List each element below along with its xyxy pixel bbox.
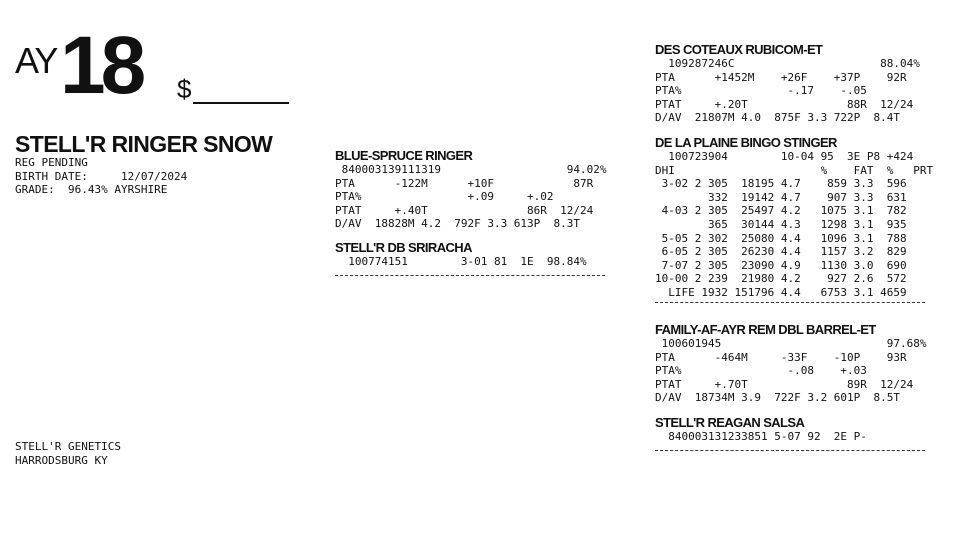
sire-of-sire-line: PTAT +.20T 88R 12/24 (655, 97, 914, 111)
consignor-block (15, 440, 121, 467)
sire-of-dam-line: PTA -464M -33F -10P 93R (655, 350, 907, 364)
sire-name: BLUE-SPRUCE RINGER (335, 148, 473, 163)
animal-info (15, 156, 187, 197)
sire-line: PTA -122M +10F 87R (335, 176, 594, 190)
lactation-row: 4-03 2 305 25497 4.2 1075 3.1 782 (655, 204, 907, 218)
lactation-row: 332 19142 4.7 907 3.3 631 (655, 190, 907, 204)
lactation-row: 365 30144 4.3 1298 3.1 935 (655, 217, 907, 231)
divider (655, 302, 925, 303)
dam-line: 100774151 3-01 81 1E 98.84% (335, 255, 587, 268)
animal-name: STELL'R RINGER SNOW (15, 131, 273, 157)
dam-of-sire-line: 100723904 10-04 95 3E P8 +424 (655, 150, 914, 163)
dam-of-dam-block (655, 415, 925, 451)
consignor-name: STELL'R GENETICS (15, 440, 121, 453)
lifetime-row: LIFE 1932 151796 4.4 6753 3.1 4659 (655, 285, 907, 299)
sire-line: PTAT +.40T 86R 12/24 (335, 203, 594, 217)
dam-block (335, 240, 605, 276)
divider (655, 450, 925, 451)
dam-of-dam-line: 840003131233851 5-07 92 2E P- (655, 430, 867, 443)
lot-number: 18 (60, 20, 142, 111)
price-blank-line (193, 102, 289, 104)
sire-block (335, 148, 607, 231)
sire-line: PTA% +.09 +.02 (335, 190, 554, 204)
lactation-row: 7-07 2 305 23090 4.9 1130 3.0 690 (655, 258, 907, 272)
divider (335, 275, 605, 276)
sire-of-dam-block (655, 322, 927, 405)
sire-of-dam-name: FAMILY-AF-AYR REM DBL BARREL-ET (655, 322, 876, 337)
dam-name: STELL'R DB SRIRACHA (335, 240, 472, 255)
lot-prefix: AY (15, 40, 57, 81)
dam-of-sire-block (655, 135, 933, 303)
dam-of-sire-name: DE LA PLAINE BINGO STINGER (655, 135, 837, 150)
sire-line: 840003139111319 94.02% (335, 163, 607, 176)
lactation-row: 3-02 2 305 18195 4.7 859 3.3 596 (655, 177, 907, 191)
sire-of-dam-line: 100601945 97.68% (655, 337, 927, 350)
sire-of-sire-name: DES COTEAUX RUBICOM-ET (655, 42, 823, 57)
sire-of-dam-line: PTA% -.08 +.03 (655, 364, 867, 378)
dam-of-dam-name: STELL'R REAGAN SALSA (655, 415, 805, 430)
reg-status: REG PENDING (15, 156, 88, 169)
sire-of-sire-block (655, 42, 920, 125)
grade-label: GRADE: (15, 183, 55, 197)
lactation-row: 5-05 2 302 25080 4.4 1096 3.1 788 (655, 231, 907, 245)
sire-of-sire-line: 109287246C 88.04% (655, 57, 920, 70)
lactation-row: 10-00 2 239 21980 4.2 927 2.6 572 (655, 272, 907, 286)
sire-of-dam-line: PTAT +.70T 89R 12/24 (655, 377, 914, 391)
dhi-header: DHI % FAT % PRT (655, 163, 934, 177)
grade: 96.43% AYRSHIRE (68, 183, 168, 197)
sire-line: D/AV 18828M 4.2 792F 3.3 613P 8.3T (335, 217, 581, 231)
sire-of-sire-line: D/AV 21807M 4.0 875F 3.3 722P 8.4T (655, 111, 901, 125)
sire-of-sire-line: PTA% -.17 -.05 (655, 84, 867, 98)
sire-of-dam-line: D/AV 18734M 3.9 722F 3.2 601P 8.5T (655, 391, 901, 405)
birth-date-label: BIRTH DATE: (15, 169, 88, 183)
lactation-row: 6-05 2 305 26230 4.4 1157 3.2 829 (655, 245, 907, 259)
currency-symbol: $ (177, 74, 192, 104)
birth-date: 12/07/2024 (120, 169, 188, 183)
sire-of-sire-line: PTA +1452M +26F +37P 92R (655, 70, 907, 84)
consignor-location: HARRODSBURG KY (15, 453, 108, 467)
